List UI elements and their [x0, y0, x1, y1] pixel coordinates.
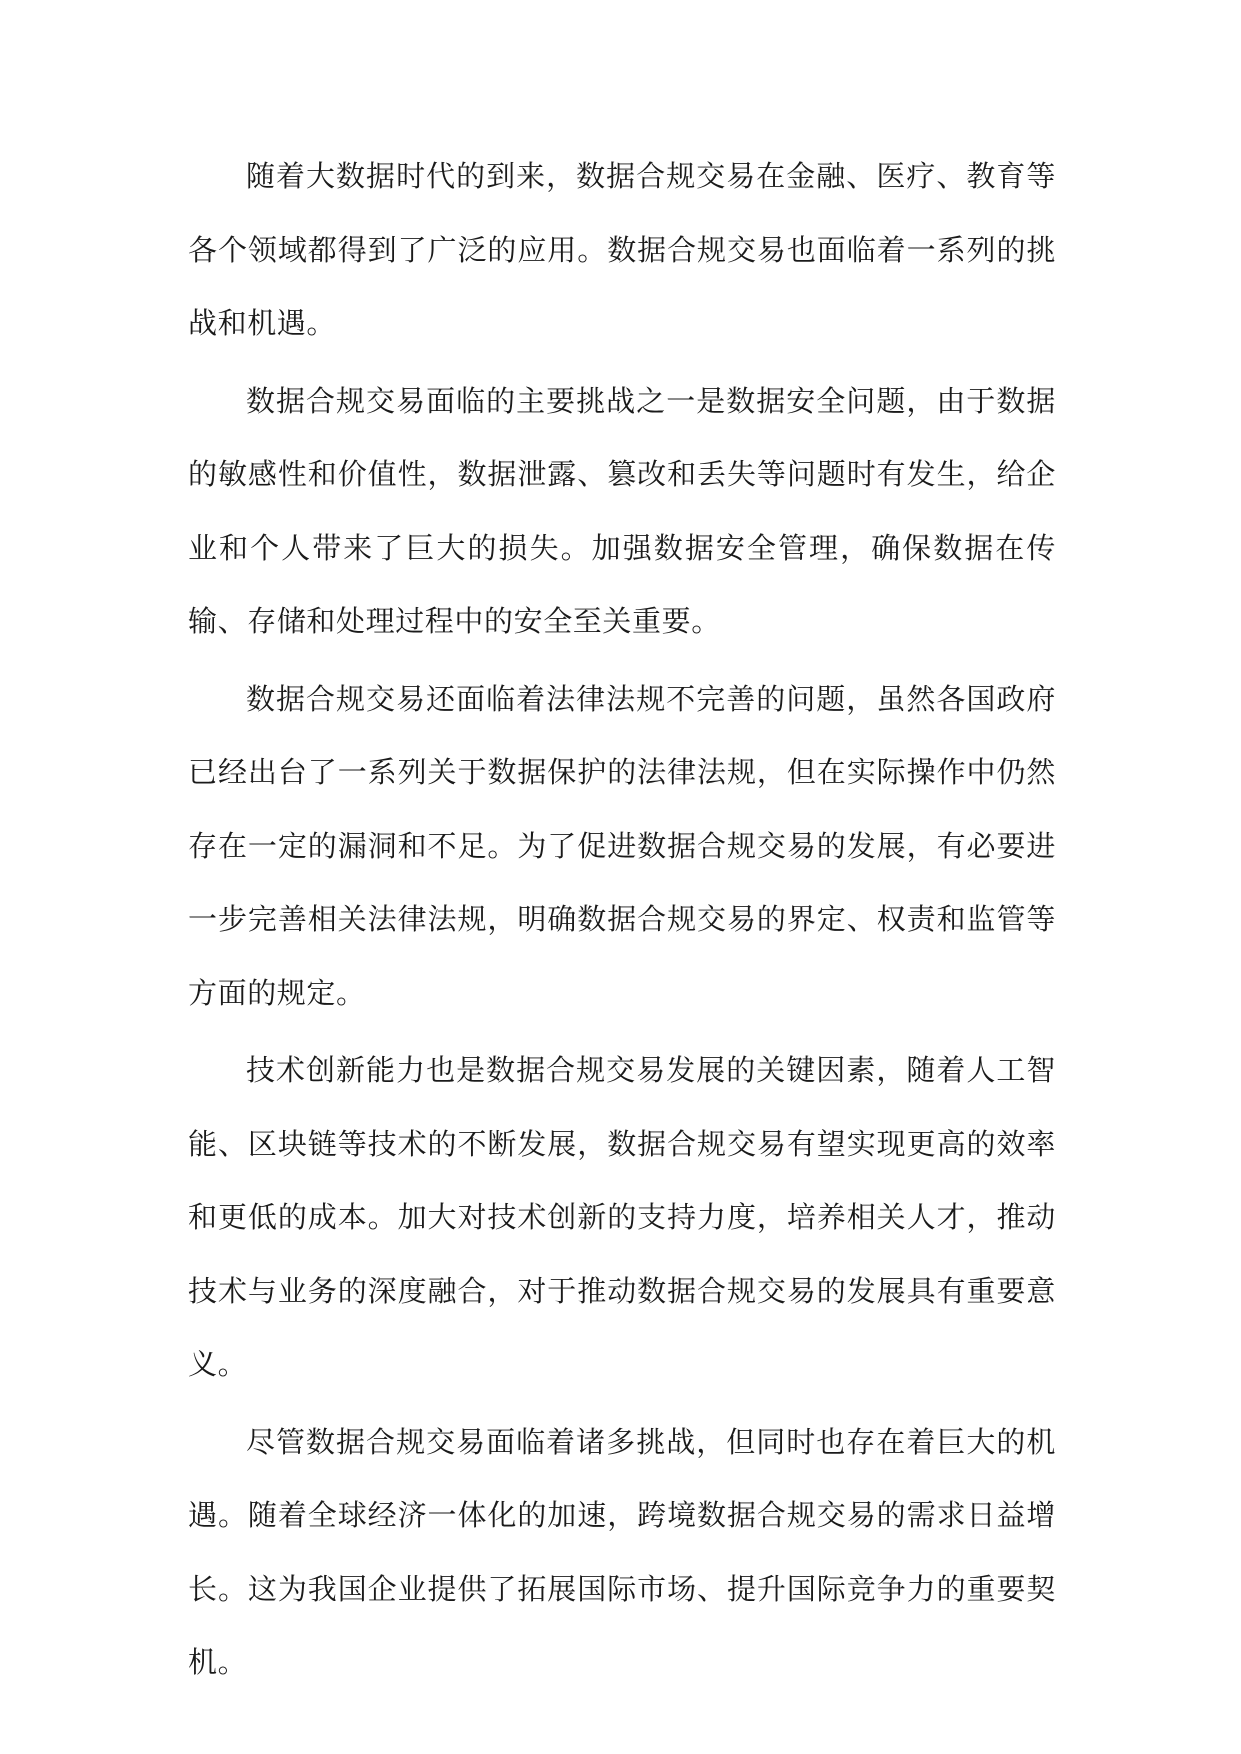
paragraph-technology: 技术创新能力也是数据合规交易发展的关键因素，随着人工智能、区块链等技术的不断发展，数据合规交易有望实现更高的效率和更低的成本。加大对技术创新的支持力度，培养相关人才，推动技术与业务的深度融合，对于推动数据合规交易的发展具有重要意义。	[188, 1053, 1056, 1381]
paragraph-intro: 随着大数据时代的到来，数据合规交易在金融、医疗、教育等各个领域都得到了广泛的应用。数据合规交易也面临着一系列的挑战和机遇。	[188, 159, 1056, 340]
paragraph-opportunity: 尽管数据合规交易面临着诸多挑战，但同时也存在着巨大的机遇。随着全球经济一体化的加速，跨境数据合规交易的需求日益增长。这为我国企业提供了拓展国际市场、提升国际竞争力的重要契机。	[188, 1424, 1056, 1679]
document-body	[188, 140, 1056, 1704]
paragraph-security: 数据合规交易面临的主要挑战之一是数据安全问题，由于数据的敏感性和价值性，数据泄露、篡改和丢失等问题时有发生，给企业和个人带来了巨大的损失。加强数据安全管理，确保数据在传输、存储和处理过程中的安全至关重要。	[188, 383, 1056, 638]
paragraph-legal: 数据合规交易还面临着法律法规不完善的问题，虽然各国政府已经出台了一系列关于数据保护的法律法规，但在实际操作中仍然存在一定的漏洞和不足。为了促进数据合规交易的发展，有必要进一步完善相关法律法规，明确数据合规交易的界定、权责和监管等方面的规定。	[188, 681, 1056, 1010]
